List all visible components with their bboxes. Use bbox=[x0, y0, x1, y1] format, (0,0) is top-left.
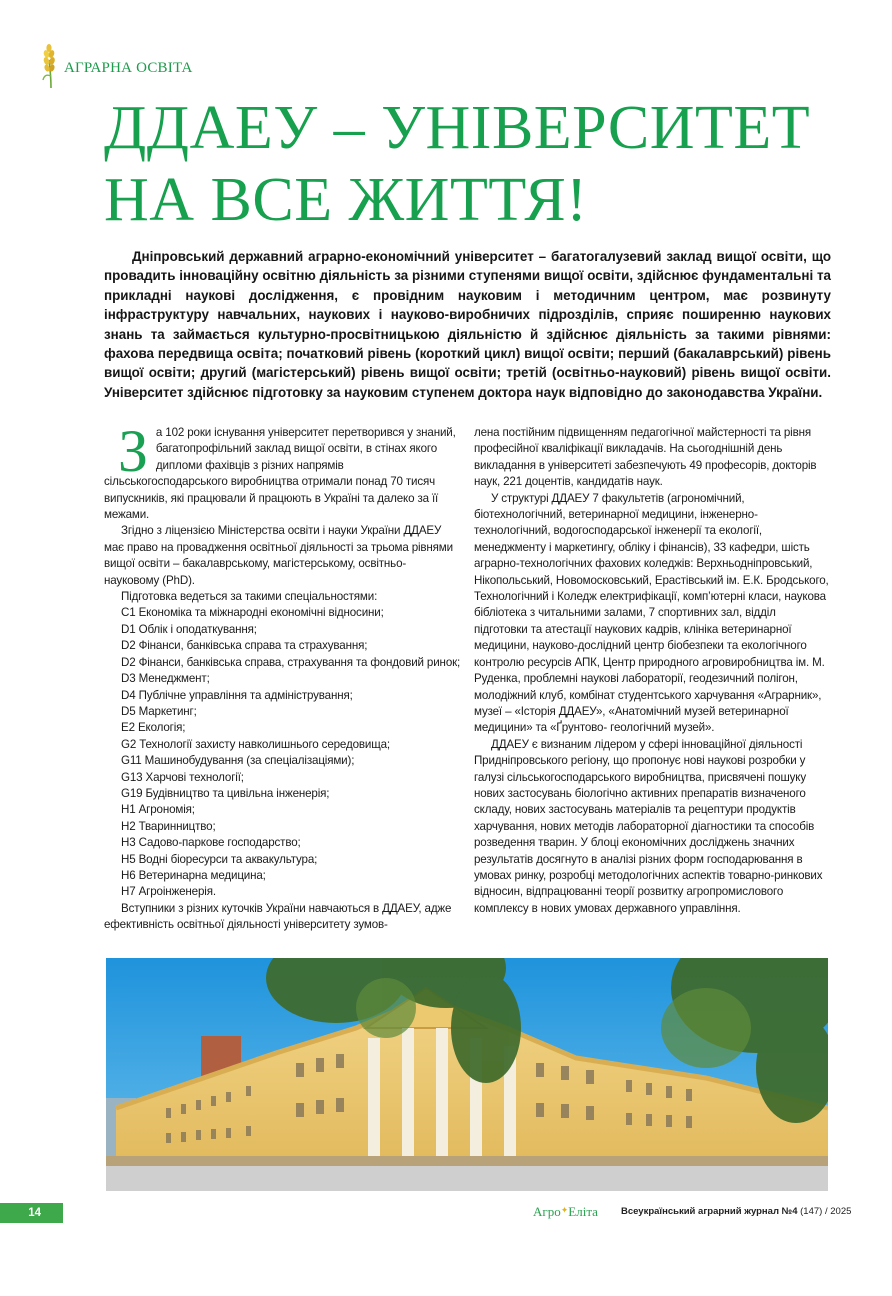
university-building-photo bbox=[106, 958, 828, 1191]
building-illustration bbox=[106, 958, 828, 1191]
page-number: 14 bbox=[0, 1203, 63, 1223]
journal-info bbox=[621, 1206, 851, 1217]
title-line-2: НА ВСЕ ЖИТТЯ! bbox=[104, 166, 588, 234]
specialty-item: G2 Технології захисту навколишнього середовища; bbox=[121, 737, 390, 751]
applicants-paragraph-continued: лена постійним підвищенням педагогічної майстерності та рівня професійної кваліфікації викладачів. На сьогоднішній день викладання в університеті забезпечують 49 професорів, докторів наук, 221 доцентів, кандидатів наук. bbox=[474, 426, 817, 489]
license-paragraph: Згідно з ліцензією Міністерства освіти і науки України ДДАЕУ має право на провадження освітньої діяльності за трьома рівнями вищої освіти – бакалаврському, магістерському, освітньо-науковому (PhD). bbox=[104, 524, 453, 587]
applicants-paragraph: Вступники з різних куточків України навчаються в ДДАЕУ, адже ефективність освітньої діяльності університету зумов- bbox=[104, 901, 452, 932]
logo-text-agro: Агро bbox=[533, 1204, 561, 1219]
drop-cap: З bbox=[118, 418, 148, 484]
specialty-item: H3 Садово-паркове господарство; bbox=[121, 836, 301, 850]
issue-year: / 2025 bbox=[824, 1206, 852, 1217]
specialty-item: G11 Машинобудування (за спеціалізаціями); bbox=[121, 754, 355, 768]
specialty-item: D2 Фінанси, банківська справа та страхування; bbox=[121, 639, 368, 653]
spark-icon: ✦ bbox=[560, 1205, 569, 1215]
specialties-intro: Підготовка ведеться за такими спеціальностями: bbox=[121, 590, 378, 604]
specialty-item: H7 Агроінженерія. bbox=[121, 885, 216, 899]
article-title bbox=[104, 92, 844, 236]
specialty-item: G19 Будівництво та цивільна інженерія; bbox=[121, 786, 330, 800]
specialty-item: H5 Водні біоресурси та аквакультура; bbox=[121, 852, 318, 866]
intro-text: а 102 роки існування університет перетворився у знаний, багатопрофільний заклад вищої освіти, в стінах якого дипломи фахівців з різних напрямів сільськогосподарського виробництва отримали понад 70 тисяч випускників, які працювали й працюють в Україні та далеко за її межами. bbox=[104, 426, 456, 522]
column-left bbox=[104, 418, 461, 953]
logo-text-elita: Еліта bbox=[568, 1204, 598, 1219]
specialty-item: D3 Менеджмент; bbox=[121, 672, 210, 686]
specialty-item: G13 Харчові технології; bbox=[121, 770, 244, 784]
issue-total: (147) bbox=[800, 1206, 823, 1217]
lead-paragraph: Дніпровський державний аграрно-економічний університет – багатогалузевий заклад вищої освіти, що провадить інноваційну освітню діяльність за різними ступенями вищої освіти, здійснює фундаментальні та прикладні наукові дослідження, є провідним науковим і методичним центром, має розвинуту інфраструктуру навчальних, наукових і науково-виробничих підрозділів, сприяє поширенню наукових знань та займається культурно-просвітницькою діяльністю й здійснює діяльність за такими рівнями: фахова передвища освіта; початковий рівень (короткий цикл) вищої освіти; перший (бакалаврський) рівень вищої освіти; другий (магістерський) рівень вищої освіти; третій (освітньо-науковий) рівень вищої освіти. Університет здійснює підготовку за науковим ступенем доктора наук відповідно до законодавства України. bbox=[104, 249, 831, 400]
innovation-paragraph: ДДАЕУ є визнаним лідером у сфері інноваційної діяльності Придніпровського регіону, що пропонує нові наукові розробки у галузі сільськогосподарського виробництва, присвячені пошуку нових застосувань біологічно активних препаратів визначеного складу, нових застосувань матеріалів та рецептури продуктів харчування, нових методів лабораторної діагностики та способів розведення тварин. У блоці економічних досліджень значних результатів досягнуто в аналізі різних форм господарювання в умовах ринку, розробці методологічних аспектів товарно-ринкових відносин, відпрацюванні теорії розвитку агропромислового комплексу в нових умовах державного управління. bbox=[474, 737, 823, 915]
journal-name: Всеукраїнський аграрний журнал bbox=[621, 1206, 779, 1217]
specialty-item: H1 Агрономія; bbox=[121, 803, 195, 817]
issue-number: №4 bbox=[781, 1206, 798, 1217]
specialty-item: С1 Економіка та міжнародні економічні відносини; bbox=[121, 606, 384, 620]
specialty-item: D4 Публічне управління та адміністрування; bbox=[121, 688, 353, 702]
specialty-item: H2 Тваринництво; bbox=[121, 819, 216, 833]
specialty-item: D5 Маркетинг; bbox=[121, 704, 197, 718]
structure-paragraph: У структурі ДДАЕУ 7 факультетів (агрономічний, біотехнологічний, ветеринарної медицини, інженерно-технологічний, водогосподарської інженерії та екології, менеджменту і маркетингу, обліку і фінансів), 33 кафедри, шість аграрно-технологічних фахових коледжів: Верхньодніпровський, Нікопольський, Новомосковський, Ерастівський ім. Е.К. Бродського, Технологічний і Коледж електрифікації, комп’ютерні класи, наукова бібліотека з читальними залами, 7 спортивних зал, відділ підготовки та атестації наукових кадрів, клініка ветеринарної медицини, науково-дослідний центр біобезпеки та екологічного контролю ресурсів АПК, Центр природного агровиробництва ім. М. Руденка, проблемні наукові лабораторії, геодезичний полігон, молодіжний клуб, комбінат студентського харчування «Аграрник», музеї – «Історія ДДАЕУ», «Анатомічний музей ветеринарної медицини» та «Ґрунтово- геологічний музей». bbox=[474, 491, 829, 735]
article-body bbox=[104, 418, 831, 953]
specialty-item: E2 Екологія; bbox=[121, 721, 186, 735]
specialty-item: D1 Облік і оподаткування; bbox=[121, 622, 257, 636]
intro-paragraph bbox=[104, 418, 461, 523]
specialties-list bbox=[104, 605, 461, 900]
wheat-icon bbox=[42, 42, 60, 90]
column-right bbox=[474, 425, 831, 953]
specialty-item: H6 Ветеринарна медицина; bbox=[121, 868, 266, 882]
title-line-1: ДДАЕУ – УНІВЕРСИТЕТ bbox=[104, 94, 811, 162]
section-tag bbox=[42, 42, 193, 90]
specialty-item: D2 Фінанси, банківська справа, страхування та фондовий ринок; bbox=[121, 655, 461, 669]
magazine-logo bbox=[533, 1204, 598, 1220]
section-label: АГРАРНА ОСВІТА bbox=[64, 59, 193, 76]
